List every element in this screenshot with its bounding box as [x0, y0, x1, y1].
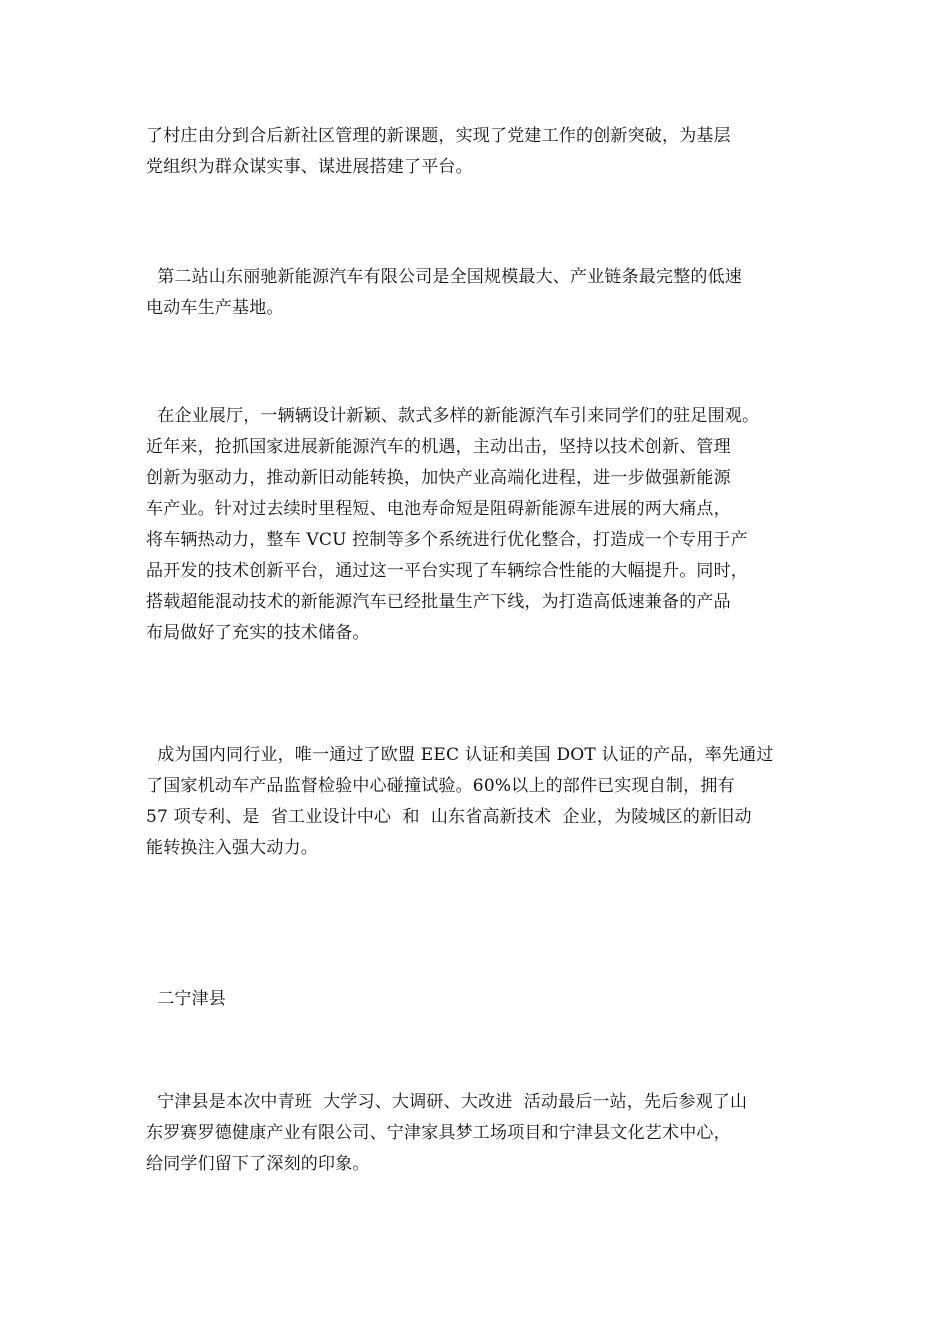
text-line: 将车辆热动力，整车 VCU 控制等多个系统进行优化整合，打造成一个专用于产: [146, 530, 748, 550]
text-line: 57 项专利、是 省工业设计中心 和 山东省高新技术 企业，为陵城区的新旧动: [146, 807, 752, 827]
text-line: 车产业。针对过去续时里程短、电池寿命短是阻碍新能源车进展的两大痛点，: [146, 499, 731, 519]
text-line: 创新为驱动力，推动新旧动能转换，加快产业高端化进程，进一步做强新能源: [146, 468, 731, 488]
section-heading: 二宁津县: [146, 989, 227, 1009]
text-line: 党组织为群众谋实事、谋进展搭建了平台。: [146, 157, 473, 177]
text-line: 第二站山东丽驰新能源汽车有限公司是全国规模最大、产业链条最完整的低速: [146, 267, 743, 287]
text-line: 了国家机动车产品监督检验中心碰撞试验。60%以上的部件已实现自制，拥有: [146, 776, 735, 796]
text-line: 品开发的技术创新平台，通过这一平台实现了车辆综合性能的大幅提升。同时，: [146, 561, 748, 581]
text-line: 给同学们留下了深刻的印象。: [146, 1154, 370, 1174]
text-line: 东罗赛罗德健康产业有限公司、宁津家具梦工场项目和宁津县文化艺术中心，: [146, 1123, 731, 1143]
text-line: 在企业展厅，一辆辆设计新颖、款式多样的新能源汽车引来同学们的驻足围观。: [146, 406, 760, 426]
text-line: 宁津县是本次中青班 大学习、大调研、大改进 活动最后一站，先后参观了山: [146, 1092, 748, 1112]
section-heading-ningjin: [146, 984, 846, 1015]
text-line: 近年来，抢抓国家进展新能源汽车的机遇，主动出击，坚持以技术创新、管理: [146, 437, 731, 457]
paragraph-second-stop: [146, 262, 846, 324]
text-line: 能转换注入强大动力。: [146, 838, 318, 858]
paragraph-showroom: [146, 401, 846, 649]
text-line: 成为国内同行业，唯一通过了欧盟 EEC 认证和美国 DOT 认证的产品，率先通过: [146, 745, 774, 765]
text-line: 电动车生产基地。: [146, 298, 284, 318]
paragraph-ningjin: [146, 1087, 846, 1180]
text-line: 布局做好了充实的技术储备。: [146, 623, 370, 643]
text-line: 了村庄由分到合后新社区管理的新课题，实现了党建工作的创新突破，为基层: [146, 126, 731, 146]
paragraph-party-building: [146, 121, 846, 183]
text-line: 搭载超能混动技术的新能源汽车已经批量生产下线，为打造高低速兼备的产品: [146, 592, 731, 612]
paragraph-certification: [146, 740, 846, 864]
